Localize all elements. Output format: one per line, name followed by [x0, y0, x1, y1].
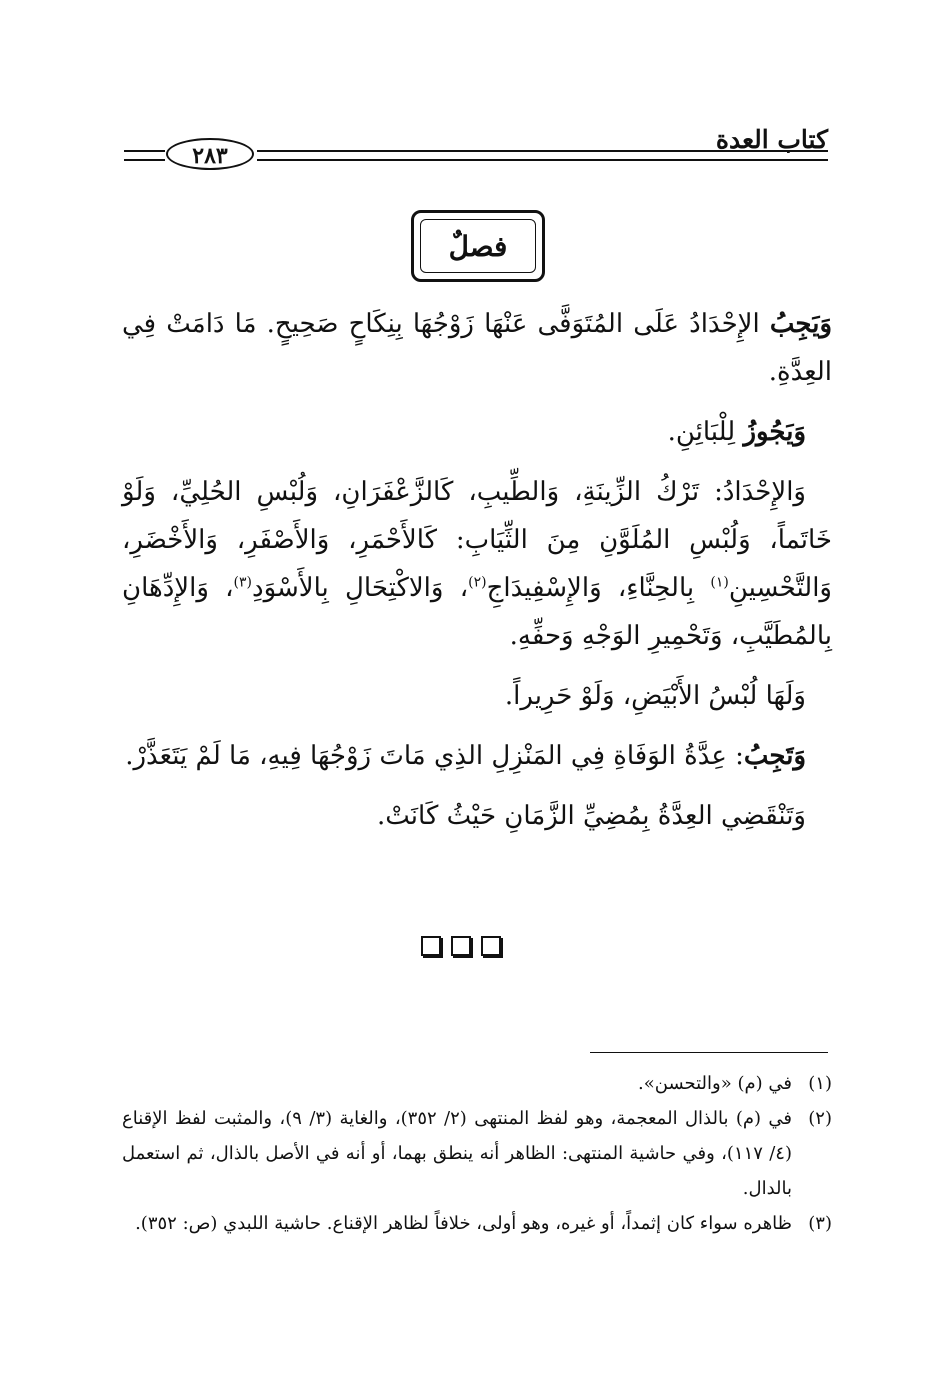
footnote-1 [122, 1066, 832, 1101]
header-rule-right [257, 150, 828, 161]
footnote-ref-1[interactable]: (١) [710, 574, 729, 591]
paragraph-text: ، وَالإِدِّهَانِ بِالمُطَيَّبِ، وَتَحْمِيرِ الوَجْهِ وَحفِّهِ. [122, 573, 832, 651]
footnote-3 [122, 1206, 832, 1241]
paragraph-1 [122, 300, 832, 396]
ornament-square-icon [481, 936, 501, 956]
ornament-square-icon [451, 936, 471, 956]
paragraph-2 [122, 408, 832, 456]
paragraph-lead: وَتَجِبُ [743, 741, 806, 771]
footnote-number: (١) [808, 1073, 832, 1094]
paragraph-lead: وَيَجِبُ [769, 309, 832, 339]
paragraph-text: : عِدَّةُ الوَفَاةِ فِي المَنْزِلِ الذِي مَاتَ زَوْجُهَا فِيهِ، مَا لَمْ يَتَعَذَّرْ. [125, 741, 744, 771]
header-rule-left [124, 150, 165, 161]
paragraph-5 [122, 732, 832, 780]
footnote-2 [122, 1101, 832, 1206]
footnote-separator [590, 1052, 828, 1053]
footnote-number: (٣) [808, 1213, 832, 1234]
paragraph-4 [122, 672, 832, 720]
footnote-ref-2[interactable]: (٢) [468, 574, 487, 591]
paragraph-3 [122, 468, 832, 660]
footnote-text: في (م) بالذال المعجمة، وهو لفظ المنتهى (٢/ ٣٥٢)، والغاية (٣/ ٩)، والمثبت لفظ الإقناع (٤/ ١١٧)، وفي حاشية المنتهى: الظاهر أنه ينطق بهما، أو أنه في الأصل بالذال، ثم استعمل بالدال. [122, 1108, 792, 1199]
paragraph-text: وَتَنْقَضِي العِدَّةُ بِمُضِيِّ الزَّمَانِ حَيْثُ كَانَتْ. [377, 801, 806, 831]
paragraph-6 [122, 792, 832, 840]
main-text [122, 300, 832, 852]
ornament-square-icon [421, 936, 441, 956]
paragraph-text: وَالإِحْدَادُ: تَرْكُ الزِّينَةِ، وَالطِّيبِ، كَالزَّعْفَرَانِ، وَلُبْسِ الحُلِيِّ، وَلَوْ خَاتَماً، وَلُبْسِ المُلَوَّنِ مِنَ الثِّيَابِ: كَالأَحْمَرِ، وَالأَصْفَرِ، وَالأَخْضَرِ، وَالتَّحْسِينِ [122, 477, 832, 603]
running-header-title: كتاب العدة [715, 125, 828, 154]
section-heading-frame [411, 210, 545, 282]
footnote-ref-3[interactable]: (٣) [233, 574, 253, 591]
page-number: ٢٨٣ [166, 138, 254, 170]
paragraph-text: بِالحِنَّاءِ، وَالإِسْفِيدَاجِ [486, 573, 711, 603]
paragraph-lead: وَيَجُوزُ [743, 417, 806, 447]
paragraph-text: ، وَالاكْتِحَالِ بِالأَسْوَدِ [252, 573, 469, 603]
section-heading: فصلٌ [420, 219, 536, 273]
footnotes [122, 1066, 832, 1241]
section-end-ornament [421, 936, 501, 956]
paragraph-text: وَلَهَا لُبْسُ الأَبْيَضِ، وَلَوْ حَرِيراً. [504, 681, 806, 711]
paragraph-text: الإِحْدَادُ عَلَى المُتَوَفَّى عَنْهَا زَوْجُهَا بِنِكَاحٍ صَحِيحٍ. مَا دَامَتْ فِي العِدَّةِ. [122, 309, 832, 387]
paragraph-text: لِلْبَائِنِ. [667, 417, 744, 447]
footnote-number: (٢) [808, 1108, 832, 1129]
footnote-text: في (م) «والتحسن». [638, 1073, 792, 1094]
footnote-text: ظاهره سواء كان إثمداً، أو غيره، وهو أولى، خلافاً لظاهر الإقناع. حاشية اللبدي (ص: ٣٥٢). [135, 1213, 792, 1234]
